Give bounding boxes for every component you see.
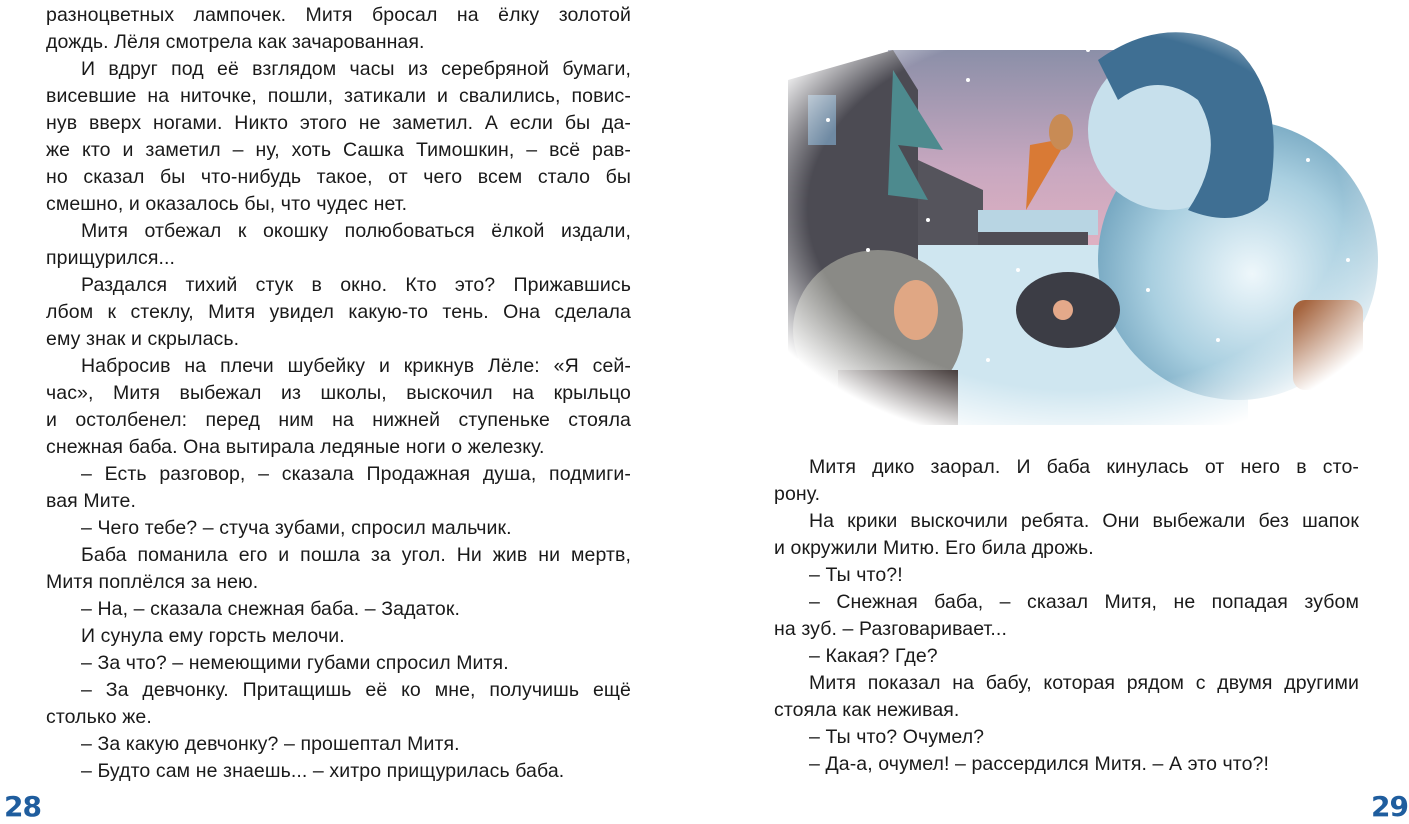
text-line: – Есть разговор, – сказала Продажная душа, подмиги- <box>81 463 631 485</box>
text-line: час», Митя выбежал из школы, выскочил на крыльцо <box>46 382 631 404</box>
text-line: Митя дико заорал. И баба кинулась от него в сто- <box>809 456 1359 478</box>
text-line: – Чего тебе? – стуча зубами, спросил мальчик. <box>81 517 512 539</box>
text-line: столько же. <box>46 706 152 728</box>
text-line: – На, – сказала снежная баба. – Задаток. <box>81 598 460 620</box>
text-line: лбом к стеклу, Митя увидел какую-то тень. Она сделала <box>46 301 631 323</box>
text-line: на зуб. – Разговаривает... <box>774 618 1007 640</box>
text-line: Митя показал на бабу, которая рядом с двумя другими <box>809 672 1359 694</box>
text-line: же кто и заметил – ну, хоть Сашка Тимошкин, – всё рав- <box>46 139 631 161</box>
text-line: разноцветных лампочек. Митя бросал на ёлку золотой <box>46 4 631 26</box>
text-line: И вдруг под её взглядом часы из серебряной бумаги, <box>81 58 631 80</box>
text-line: – Будто сам не знаешь... – хитро прищурилась баба. <box>81 760 565 782</box>
snowwoman-illustration <box>768 10 1383 425</box>
text-line: смешно, и оказалось бы, что чудес нет. <box>46 193 408 215</box>
text-line: – За что? – немеющими губами спросил Митя. <box>81 652 509 674</box>
text-line: ему знак и скрылась. <box>46 328 240 350</box>
text-line: И сунула ему горсть мелочи. <box>81 625 345 647</box>
left-page-text <box>46 2 631 785</box>
text-line: Баба поманила его и пошла за угол. Ни жив ни мертв, <box>81 544 631 566</box>
text-line: дождь. Лёля смотрела как зачарованная. <box>46 31 425 53</box>
left-page <box>0 0 700 824</box>
text-line: Раздался тихий стук в окно. Кто это? Прижавшись <box>81 274 631 296</box>
page-number-right: 29 <box>1371 790 1408 823</box>
text-line: – Ты что?! <box>809 564 903 586</box>
text-line: и остолбенел: перед ним на нижней ступеньке стояла <box>46 409 631 431</box>
text-line: – Какая? Где? <box>809 645 938 667</box>
text-line: Митя поплёлся за нею. <box>46 571 259 593</box>
text-line: На крики выскочили ребята. Они выбежали без шапок <box>809 510 1359 532</box>
text-line: прищурился... <box>46 247 176 269</box>
text-line: Митя отбежал к окошку полюбоваться ёлкой издали, <box>81 220 631 242</box>
text-line: висевшие на ниточке, пошли, затикали и свалились, повис- <box>46 85 631 107</box>
text-line: рону. <box>774 483 821 505</box>
text-line: но сказал бы что-нибудь такое, от чего всем стало бы <box>46 166 631 188</box>
text-line: стояла как неживая. <box>774 699 960 721</box>
text-line: вая Мите. <box>46 490 136 512</box>
text-line: – Да-а, очумел! – рассердился Митя. – А это что?! <box>809 753 1270 775</box>
text-line: Набросив на плечи шубейку и крикнув Лёле: «Я сей- <box>81 355 631 377</box>
text-line: – Снежная баба, – сказал Митя, не попадая зубом <box>809 591 1359 613</box>
page-number-left: 28 <box>4 790 41 823</box>
illustration-image <box>768 10 1383 425</box>
text-line: нув вверх ногами. Никто этого не заметил. А если бы да- <box>46 112 631 134</box>
text-line: снежная баба. Она вытирала ледяные ноги о железку. <box>46 436 545 458</box>
text-line: – За какую девчонку? – прошептал Митя. <box>81 733 460 755</box>
text-line: – За девчонку. Притащишь её ко мне, получишь ещё <box>81 679 631 701</box>
text-line: – Ты что? Очумел? <box>809 726 985 748</box>
right-page <box>700 0 1409 824</box>
right-page-text <box>774 454 1359 778</box>
text-line: и окружили Митю. Его била дрожь. <box>774 537 1094 559</box>
